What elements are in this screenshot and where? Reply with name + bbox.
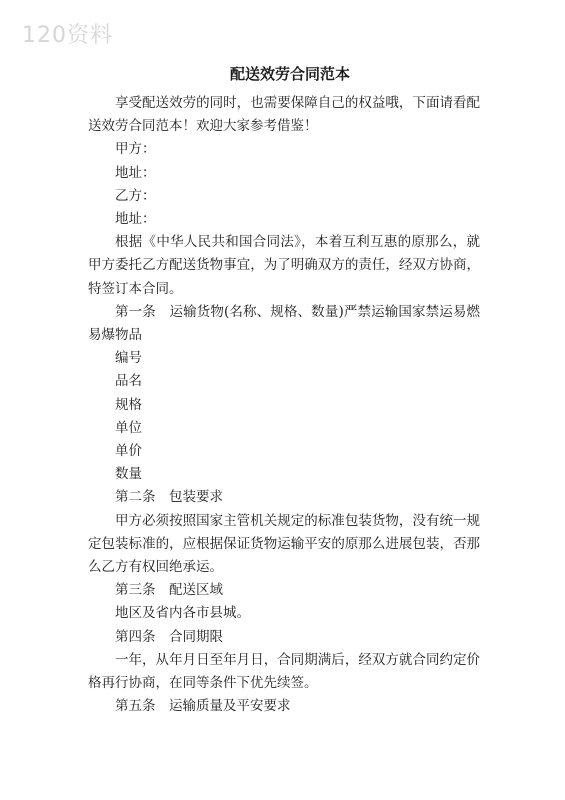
watermark: 120资料 [22, 23, 113, 48]
article3-heading: 第三条 配送区域 [115, 582, 223, 599]
document-title: 配送效劳合同范本 [229, 65, 350, 83]
article2-body: 甲方必须按照国家主管机关规定的标准包装货物，没有统一规定包装标准的，应根据保证货物运输平安的原那么进展包装，否那么乙方有权回绝承运。 [88, 512, 480, 576]
article5-heading: 第五条 运输质量及平安要求 [115, 698, 291, 715]
address-a-label: 地址： [115, 164, 156, 181]
party-b-label: 乙方： [115, 187, 156, 204]
article1-field: 数量 [115, 466, 142, 483]
article4-body: 一年，从年月日至年月日，合同期满后，经双方就合同约定价格再行协商，在同等条件下优先续签。 [88, 651, 480, 692]
article3-body: 地区及省内各市县城。 [115, 605, 250, 622]
article1-field: 编号 [115, 350, 142, 367]
article1-field: 品名 [115, 373, 142, 390]
document-body [88, 62, 480, 718]
article1-field: 单位 [115, 419, 142, 436]
article2-heading: 第二条 包装要求 [115, 489, 223, 506]
article1-field: 规格 [115, 396, 142, 413]
party-a-label: 甲方： [115, 141, 156, 158]
article1-field: 单价 [115, 443, 142, 460]
intro-paragraph: 享受配送效劳的同时，也需要保障自己的权益哦，下面请看配送效劳合同范本！欢迎大家参考借鉴！ [88, 95, 480, 135]
article4-heading: 第四条 合同期限 [115, 628, 223, 645]
preamble-paragraph: 根据《中华人民共和国合同法》，本着互利互惠的原那么，就甲方委托乙方配送货物事宜，为了明确双方的责任，经双方协商，特签订本合同。 [88, 234, 480, 297]
address-b-label: 地址： [115, 211, 156, 228]
article1-heading: 第一条 运输货物(名称、规格、数量)严禁运输国家禁运易燃易爆物品 [88, 303, 480, 344]
